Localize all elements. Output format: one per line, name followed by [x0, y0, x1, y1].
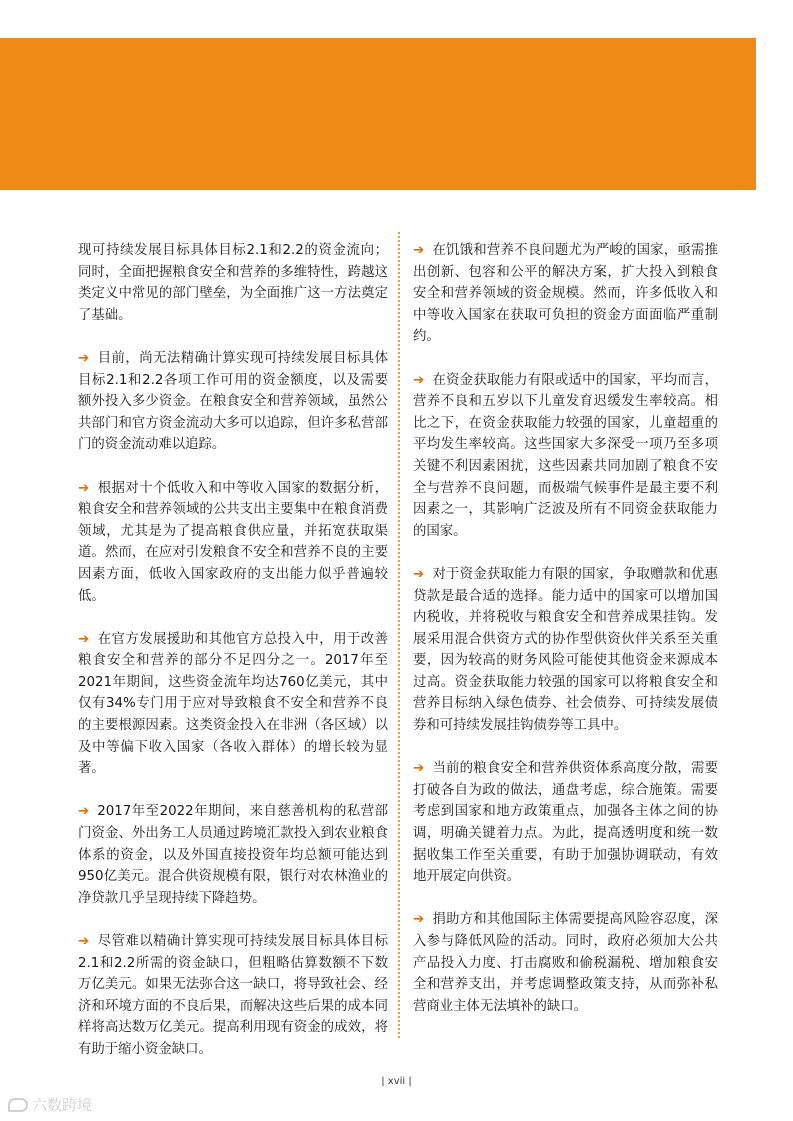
paragraph [413, 240, 718, 348]
paragraph [413, 909, 718, 1017]
paragraph-text: 现可持续发展目标具体目标2.1和2.2的资金流向；同时，全面把握粮食安全和营养的多维特性，跨越这类定义中常见的部门壁垒，为全面推广这一方法奠定了基础。 [78, 243, 388, 323]
watermark-text: 六数跨境 [32, 1096, 93, 1114]
paragraph-text: 根据对十个低收入和中等收入国家的数据分析，粮食安全和营养领域的公共支出主要集中在粮食消费领域，尤其是为了提高粮食供应量，并拓宽获取渠道。然而，在应对引发粮食不安全和营养不良的主要因素方面，低收入国家政府的支出能力似乎普遍较低。 [78, 480, 388, 604]
arrow-bullet-icon: ➔ [78, 804, 90, 820]
paragraph-text: 2017年至2022年期间，来自慈善机构的私营部门资金、外出务工人员通过跨境汇款投入到农业粮食体系的资金，以及外国直接投资年均总额可能达到950亿美元。混合供资规模有限，银行对农林渔业的净贷款几乎呈现持续下降趋势。 [78, 804, 388, 906]
paragraph-text: 尽管难以精确计算实现可持续发展目标具体目标2.1和2.2所需的资金缺口，但粗略估算数额不下数万亿美元。如果无法弥合这一缺口，将导致社会、经济和环境方面的不良后果，而解决这些后果的成本同样将高达数万亿美元。提高利用现有资金的成效，将有助于缩小资金缺口。 [78, 934, 388, 1057]
paragraph [413, 758, 718, 888]
paragraph [78, 348, 388, 456]
arrow-bullet-icon: ➔ [413, 243, 425, 258]
paragraph-text: 当前的粮食安全和营养供资体系高度分散，需要打破各自为政的做法，通盘考虑，综合施策。需要考虑到国家和地方政策重点，加强各主体之间的协调，明确关键着力点。为此，提高透明度和统一数据收集工作至关重要，有助于加强协调联动，有效地开展定向供资。 [413, 761, 718, 885]
right-column [413, 240, 718, 1039]
arrow-bullet-icon: ➔ [78, 350, 90, 366]
paragraph [78, 478, 388, 608]
paragraph-text: 对于资金获取能力有限的国家，争取赠款和优惠贷款是最合适的选择。能力适中的国家可以增加国内税收，并将税收与粮食安全和营养成果挂钩。发展采用混合供资方式的协作型供资伙伴关系至关重要，因为较高的财务风险可能使其他资金来源成本过高。资金获取能力较强的国家可以将粮食安全和营养目标纳入绿色债券、社会债券、可持续发展债券和可持续发展挂钩债券等工具中。 [413, 566, 718, 734]
column-divider [398, 232, 400, 1038]
arrow-bullet-icon: ➔ [413, 372, 425, 388]
paragraph-text: 在饥饿和营养不良问题尤为严峻的国家，亟需推出创新、包容和公平的解决方案，扩大投入到粮食安全和营养领域的资金规模。然而，许多低收入和中等收入国家在获取可负担的资金方面面临严重制约。 [413, 243, 718, 345]
arrow-bullet-icon: ➔ [78, 934, 90, 949]
paragraph [413, 564, 718, 737]
paragraph [413, 370, 718, 543]
left-column [78, 240, 388, 1082]
arrow-bullet-icon: ➔ [78, 631, 90, 647]
watermark-logo-icon [8, 1098, 28, 1112]
paragraph [78, 240, 388, 326]
paragraph [78, 931, 388, 1061]
paragraph-text: 在资金获取能力有限或适中的国家，平均而言，营养不良和五岁以下儿童发育迟缓发生率较高。相比之下，在资金获取能力较强的国家，儿童超重的平均发生率较高。这些国家大多深受一项乃至多项关键不利因素困扰，这些因素共同加剧了粮食不安全与营养不良问题，而极端气候事件是最主要不利因素之一，其影响广泛波及所有不同资金获取能力的国家。 [413, 372, 718, 539]
header-banner [0, 38, 756, 190]
paragraph-text: 捐助方和其他国际主体需要提高风险容忍度，深入参与降低风险的活动。同时，政府必须加大公共产品投入力度、打击腐败和偷税漏税、增加粮食安全和营养支出，并考虑调整政策支持，从而弥补私营商业主体无法填补的缺口。 [413, 912, 718, 1014]
paragraph-text: 在官方发展援助和其他官方总投入中，用于改善粮食安全和营养的部分不足四分之一。2017年至2021年期间，这些资金流年均达760亿美元，其中仅有34%专门用于应对导致粮食不安全和营养不良的主要根源因素。这类资金投入在非洲（各区域）以及中等偏下收入国家（各收入群体）的增长较为显著。 [78, 631, 388, 777]
arrow-bullet-icon: ➔ [413, 761, 425, 777]
arrow-bullet-icon: ➔ [78, 480, 90, 496]
paragraph [78, 629, 388, 780]
page-number: | xvii | [381, 1076, 412, 1087]
paragraph-text: 目前，尚无法精确计算实现可持续发展目标具体目标2.1和2.2各项工作可用的资金额度，以及需要额外投入多少资金。在粮食安全和营养领域，虽然公共部门和官方资金流动大多可以追踪，但许多私营部门的资金流动难以追踪。 [78, 350, 388, 453]
paragraph [78, 801, 388, 909]
arrow-bullet-icon: ➔ [413, 566, 425, 582]
arrow-bullet-icon: ➔ [413, 912, 425, 928]
watermark [8, 1094, 92, 1115]
